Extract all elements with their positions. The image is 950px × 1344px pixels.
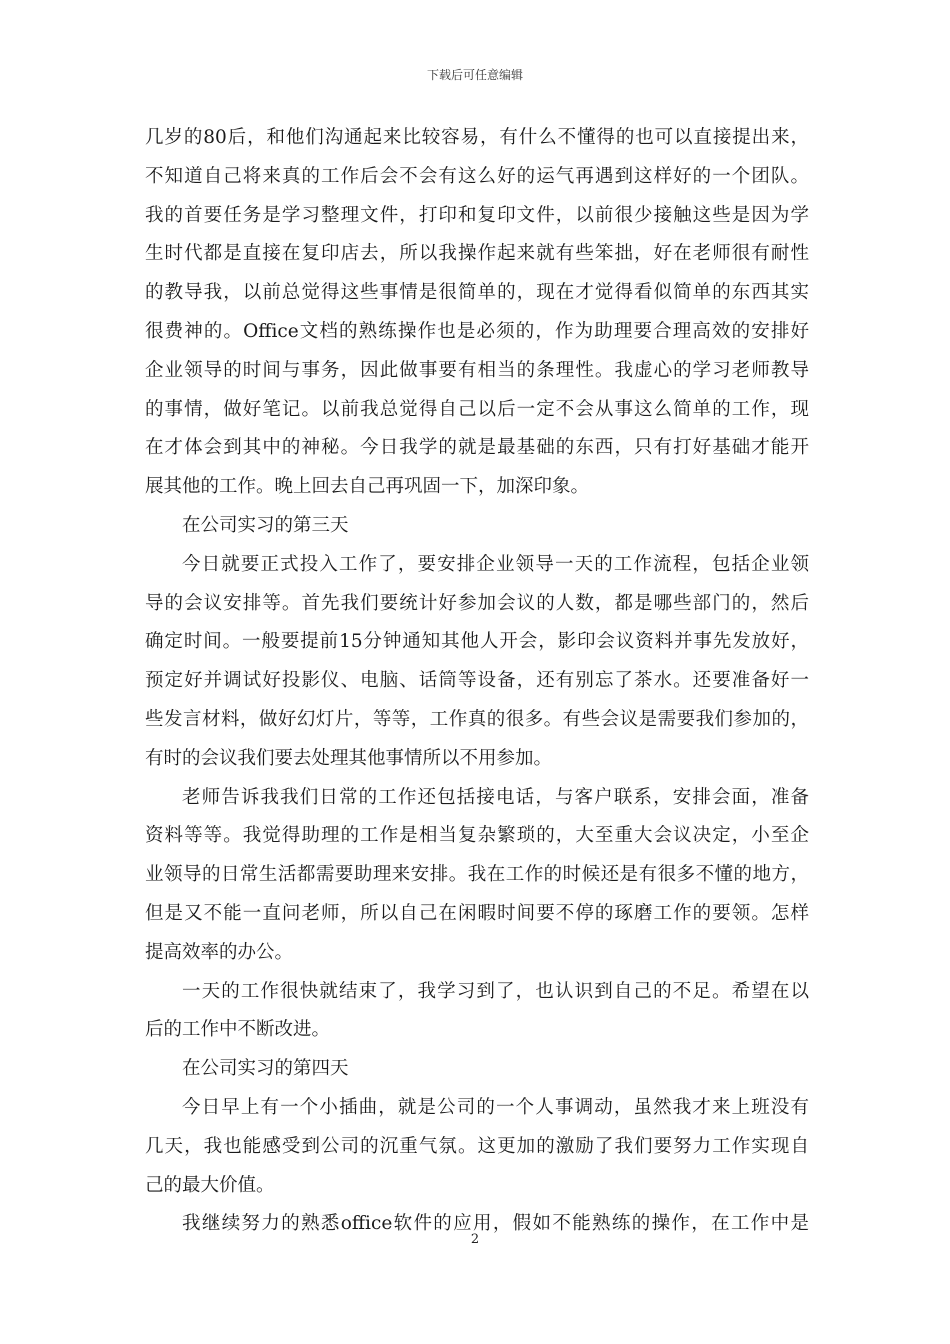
- text-line: 几岁的80后，和他们沟通起来比较容易，有什么不懂得的也可以直接提出来，: [145, 127, 809, 148]
- text-line: 确定时间。一般要提前15分钟通知其他人开会，影印会议资料并事先发放好，: [145, 631, 809, 653]
- document-body: [145, 119, 809, 1244]
- text-line: 预定好并调试好投影仪、电脑、话筒等设备，还有别忘了茶水。还要准备好一: [145, 670, 809, 692]
- text-line: 一天的工作很快就结束了，我学习到了，也认识到自己的不足。希望在以: [182, 980, 809, 1002]
- text-line: 的事情，做好笔记。以前我总觉得自己以后一定不会从事这么简单的工作，现: [145, 398, 809, 420]
- page-number: 2: [470, 1232, 480, 1247]
- text-line: 提高效率的办公。: [145, 941, 294, 963]
- text-line: 有时的会议我们要去处理其他事情所以不用参加。: [145, 747, 553, 769]
- text-line: 生时代都是直接在复印店去，所以我操作起来就有些笨拙，好在老师很有耐性: [145, 243, 809, 265]
- text-line: 己的最大价值。: [145, 1174, 275, 1196]
- text-line: 很费神的。Office文档的熟练操作也是必须的，作为助理要合理高效的安排好: [145, 320, 809, 342]
- page-header: 下载后可任意编辑: [426, 68, 523, 82]
- text-line: 在才体会到其中的神秘。今日我学的就是最基础的东西，只有打好基础才能开: [145, 437, 809, 459]
- text-line: 几天，我也能感受到公司的沉重气氛。这更加的激励了我们要努力工作实现自: [145, 1135, 809, 1157]
- text-line: 我的首要任务是学习整理文件，打印和复印文件，以前很少接触这些是因为学: [145, 204, 809, 226]
- text-line: 后的工作中不断改进。: [145, 1019, 331, 1041]
- text-line: 今日早上有一个小插曲，就是公司的一个人事调动，虽然我才来上班没有: [182, 1096, 809, 1118]
- text-line: 导的会议安排等。首先我们要统计好参加会议的人数，都是哪些部门的，然后: [145, 592, 809, 614]
- text-line: 在公司实习的第三天: [182, 514, 349, 536]
- text-line: 的教导我，以前总觉得这些事情是很简单的，现在才觉得看似简单的东西其实: [145, 282, 809, 304]
- text-line: 资料等等。我觉得助理的工作是相当复杂繁琐的，大至重大会议决定，小至企: [145, 825, 809, 847]
- text-line: 我继续努力的熟悉office软件的应用，假如不能熟练的操作，在工作中是: [182, 1213, 809, 1235]
- text-line: 今日就要正式投入工作了，要安排企业领导一天的工作流程，包括企业领: [182, 553, 809, 575]
- text-line: 但是又不能一直问老师，所以自己在闲暇时间要不停的琢磨工作的要领。怎样: [145, 902, 809, 924]
- text-line: 老师告诉我我们日常的工作还包括接电话，与客户联系，安排会面，准备: [182, 786, 809, 808]
- text-line: 些发言材料，做好幻灯片，等等，工作真的很多。有些会议是需要我们参加的，: [145, 708, 809, 730]
- text-line: 展其他的工作。晚上回去自己再巩固一下，加深印象。: [145, 476, 590, 498]
- text-line: 业领导的日常生活都需要助理来安排。我在工作的时候还是有很多不懂的地方，: [145, 864, 809, 886]
- text-line: 不知道自己将来真的工作后会不会有这么好的运气再遇到这样好的一个团队。: [145, 165, 809, 187]
- text-line: 在公司实习的第四天: [182, 1058, 349, 1080]
- text-line: 企业领导的时间与事务，因此做事要有相当的条理性。我虚心的学习老师教导: [145, 359, 809, 381]
